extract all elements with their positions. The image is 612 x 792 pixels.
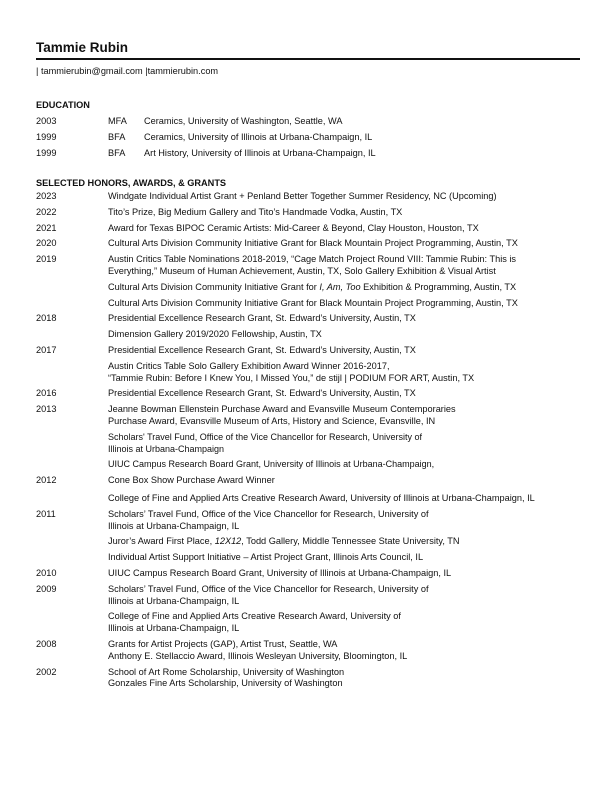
honors-year: 2022 <box>36 206 57 217</box>
honors-year-group <box>36 254 580 313</box>
honor-line: Everything,” Museum of Human Achievement, Austin, TX, Solo Gallery Exhibition & Visual Artist <box>108 265 496 276</box>
honor-text: Cultural Arts Division Community Initiative Grant for <box>108 281 320 292</box>
honor-item: UIUC Campus Research Board Grant, University of Illinois at Urbana-Champaign, <box>108 459 435 470</box>
honors-year-group <box>36 313 580 345</box>
honor-item: Grants for Artist Projects (GAP), Artist Trust, Seattle, WA <box>108 638 338 649</box>
honors-year: 2010 <box>36 567 57 578</box>
honor-item: Dimension Gallery 2019/2020 Fellowship, Austin, TX <box>108 329 322 340</box>
education-degree: BFA <box>108 148 126 158</box>
honor-line: Illinois at Urbana-Champaign, IL <box>108 623 240 634</box>
honor-item: UIUC Campus Research Board Grant, University of Illinois at Urbana-Champaign, IL <box>108 567 452 578</box>
honor-item <box>108 536 580 548</box>
education-detail: Ceramics, University of Washington, Seattle, WA <box>144 116 343 126</box>
honors-year-group <box>36 509 580 568</box>
education-row <box>36 147 580 163</box>
honor-item <box>108 509 580 533</box>
honors-year: 2016 <box>36 388 57 399</box>
honors-year: 2021 <box>36 222 57 233</box>
honor-item <box>108 254 580 278</box>
honor-line: Jeanne Bowman Ellenstein Purchase Award and Evansville Museum Contemporaries <box>108 404 456 415</box>
honor-line: Illinois at Urbana-Champaign, IL <box>108 595 240 606</box>
honor-item <box>108 361 580 385</box>
education-year: 1999 <box>36 148 57 158</box>
honors-year-group <box>36 345 580 388</box>
honors-year-group <box>36 667 580 695</box>
honors-heading: SELECTED HONORS, AWARDS, & GRANTS <box>36 178 227 188</box>
education-heading: EDUCATION <box>36 100 90 110</box>
honor-item: College of Fine and Applied Arts Creative Research Award, University of Illinois at Urbana-Champaign, IL <box>108 492 535 503</box>
honor-item: Presidential Excellence Research Grant, St. Edward’s University, Austin, TX <box>108 313 416 324</box>
honor-line: “Tammie Rubin: Before I Knew You, I Missed You,” de stijl | PODIUM FOR ART, Austin, TX <box>108 372 475 383</box>
honor-item: Tito’s Prize, Big Medium Gallery and Tito’s Handmade Vodka, Austin, TX <box>108 206 403 217</box>
honors-year: 2009 <box>36 583 57 594</box>
honors-list <box>36 191 580 694</box>
honor-item <box>108 584 580 608</box>
honor-item <box>108 611 580 635</box>
honors-year-group <box>36 475 580 509</box>
honors-year-group <box>36 639 580 667</box>
honors-year: 2020 <box>36 238 57 249</box>
education-list <box>36 115 580 163</box>
honors-year-group <box>36 568 580 584</box>
honor-item: Anthony E. Stellaccio Award, Illinois Wesleyan University, Bloomington, IL <box>108 650 408 661</box>
header-rule <box>36 58 580 60</box>
honors-year: 2018 <box>36 313 57 324</box>
honor-line: Scholars' Travel Fund, Office of the Vice Chancellor for Research, University of <box>108 431 423 442</box>
honor-item: Presidential Excellence Research Grant, St. Edward’s University, Austin, TX <box>108 344 416 355</box>
honor-item: Cultural Arts Division Community Initiative Grant for Black Mountain Project Programming, Austin, TX <box>108 238 518 249</box>
honor-item <box>108 432 580 456</box>
honor-item: Award for Texas BIPOC Ceramic Artists: Mid-Career & Beyond, Clay Houston, Houston, TX <box>108 222 479 233</box>
honor-item: Cultural Arts Division Community Initiative Grant for Black Mountain Project Programming, Austin, TX <box>108 297 518 308</box>
resume-page <box>36 40 580 694</box>
honors-year: 2002 <box>36 666 57 677</box>
education-detail: Art History, University of Illinois at Urbana-Champaign, IL <box>144 148 376 158</box>
honor-text: Juror’s Award First Place, <box>108 536 215 547</box>
honor-exhibition-title: I, Am, Too <box>319 281 361 292</box>
education-row <box>36 115 580 131</box>
education-detail: Ceramics, University of Illinois at Urbana-Champaign, IL <box>144 132 373 142</box>
education-row <box>36 131 580 147</box>
honor-line: Austin Critics Table Solo Gallery Exhibition Award Winner 2016-2017, <box>108 360 390 371</box>
honor-line: Scholars’ Travel Fund, Office of the Vice Chancellor for Research, University of <box>108 583 429 594</box>
honors-year-group <box>36 191 580 207</box>
education-degree: MFA <box>108 116 127 126</box>
honors-year: 2008 <box>36 638 57 649</box>
honors-year-group <box>36 238 580 254</box>
honors-year: 2013 <box>36 404 57 415</box>
honor-line: Illinois at Urbana-Champaign, IL <box>108 520 240 531</box>
honor-item: Windgate Individual Artist Grant + Penland Better Together Summer Residency, NC (Upcoming) <box>108 191 497 201</box>
honors-year: 2017 <box>36 344 57 355</box>
honor-line: Purchase Award, Evansville Museum of Arts, History and Science, Evansville, IN <box>108 415 436 426</box>
contact-line: | tammierubin@gmail.com |tammierubin.com <box>36 66 219 76</box>
honors-year-group <box>36 388 580 404</box>
honor-item: Gonzales Fine Arts Scholarship, University of Washington <box>108 678 343 689</box>
honor-item: School of Art Rome Scholarship, University of Washington <box>108 666 345 677</box>
honor-item: Presidential Excellence Research Grant, St. Edward's University, Austin, TX <box>108 388 416 399</box>
honors-year: 2011 <box>36 508 56 519</box>
honor-item: Cone Box Show Purchase Award Winner <box>108 475 275 486</box>
honor-item <box>108 282 580 294</box>
resume-name: Tammie Rubin <box>36 40 129 55</box>
honor-line: Scholars’ Travel Fund, Office of the Vice Chancellor for Research, University of <box>108 508 429 519</box>
honor-text: Exhibition & Programming, Austin, TX <box>360 281 517 292</box>
honors-year-group <box>36 404 580 475</box>
honors-year-group <box>36 207 580 223</box>
honors-year: 2019 <box>36 254 57 265</box>
honor-line: Austin Critics Table Nominations 2018-2019, “Cage Match Project Round VIII: Tammie Rubin: This is <box>108 254 517 265</box>
honor-item <box>108 404 580 428</box>
education-degree: BFA <box>108 132 126 142</box>
honors-year-group <box>36 584 580 639</box>
education-year: 2003 <box>36 116 57 126</box>
honors-year: 2012 <box>36 475 57 486</box>
honors-year-group <box>36 223 580 239</box>
honor-item: Individual Artist Support Initiative – Artist Project Grant, Illinois Arts Council, IL <box>108 552 424 563</box>
honor-line: Illinois at Urbana-Champaign <box>108 443 225 454</box>
honor-line: College of Fine and Applied Arts Creative Research Award, University of <box>108 611 401 622</box>
honors-year: 2023 <box>36 191 57 201</box>
honor-text: , Todd Gallery, Middle Tennessee State University, TN <box>241 536 460 547</box>
honor-exhibition-title: 12X12 <box>214 536 242 547</box>
education-year: 1999 <box>36 132 57 142</box>
